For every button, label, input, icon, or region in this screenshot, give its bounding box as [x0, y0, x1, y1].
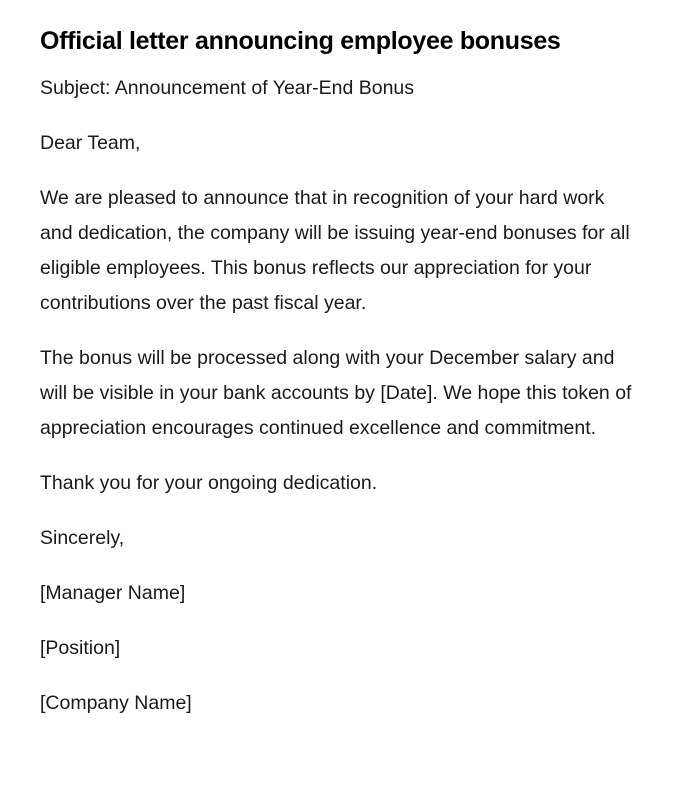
signature-position: [Position] [40, 637, 121, 659]
body-paragraph: We are pleased to announce that in recognition of your hard work and dedication, the company will be issuing year-end bonuses for all eligible employees. This bonus reflects our appreciation for your contributions over the past fiscal year. [40, 187, 630, 314]
signature-company: [Company Name] [40, 692, 192, 714]
greeting: Dear Team, [40, 132, 141, 154]
closing: Sincerely, [40, 527, 125, 549]
subject-line: Subject: Announcement of Year-End Bonus [40, 77, 415, 99]
page-title: Official letter announcing employee bonuses [40, 27, 561, 55]
body-paragraph: The bonus will be processed along with your December salary and will be visible in your bank accounts by [Date]. We hope this token of appreciation encourages continued excellence and commitment. [40, 347, 632, 439]
body-paragraph: Thank you for your ongoing dedication. [40, 472, 378, 494]
signature-name: [Manager Name] [40, 582, 186, 604]
